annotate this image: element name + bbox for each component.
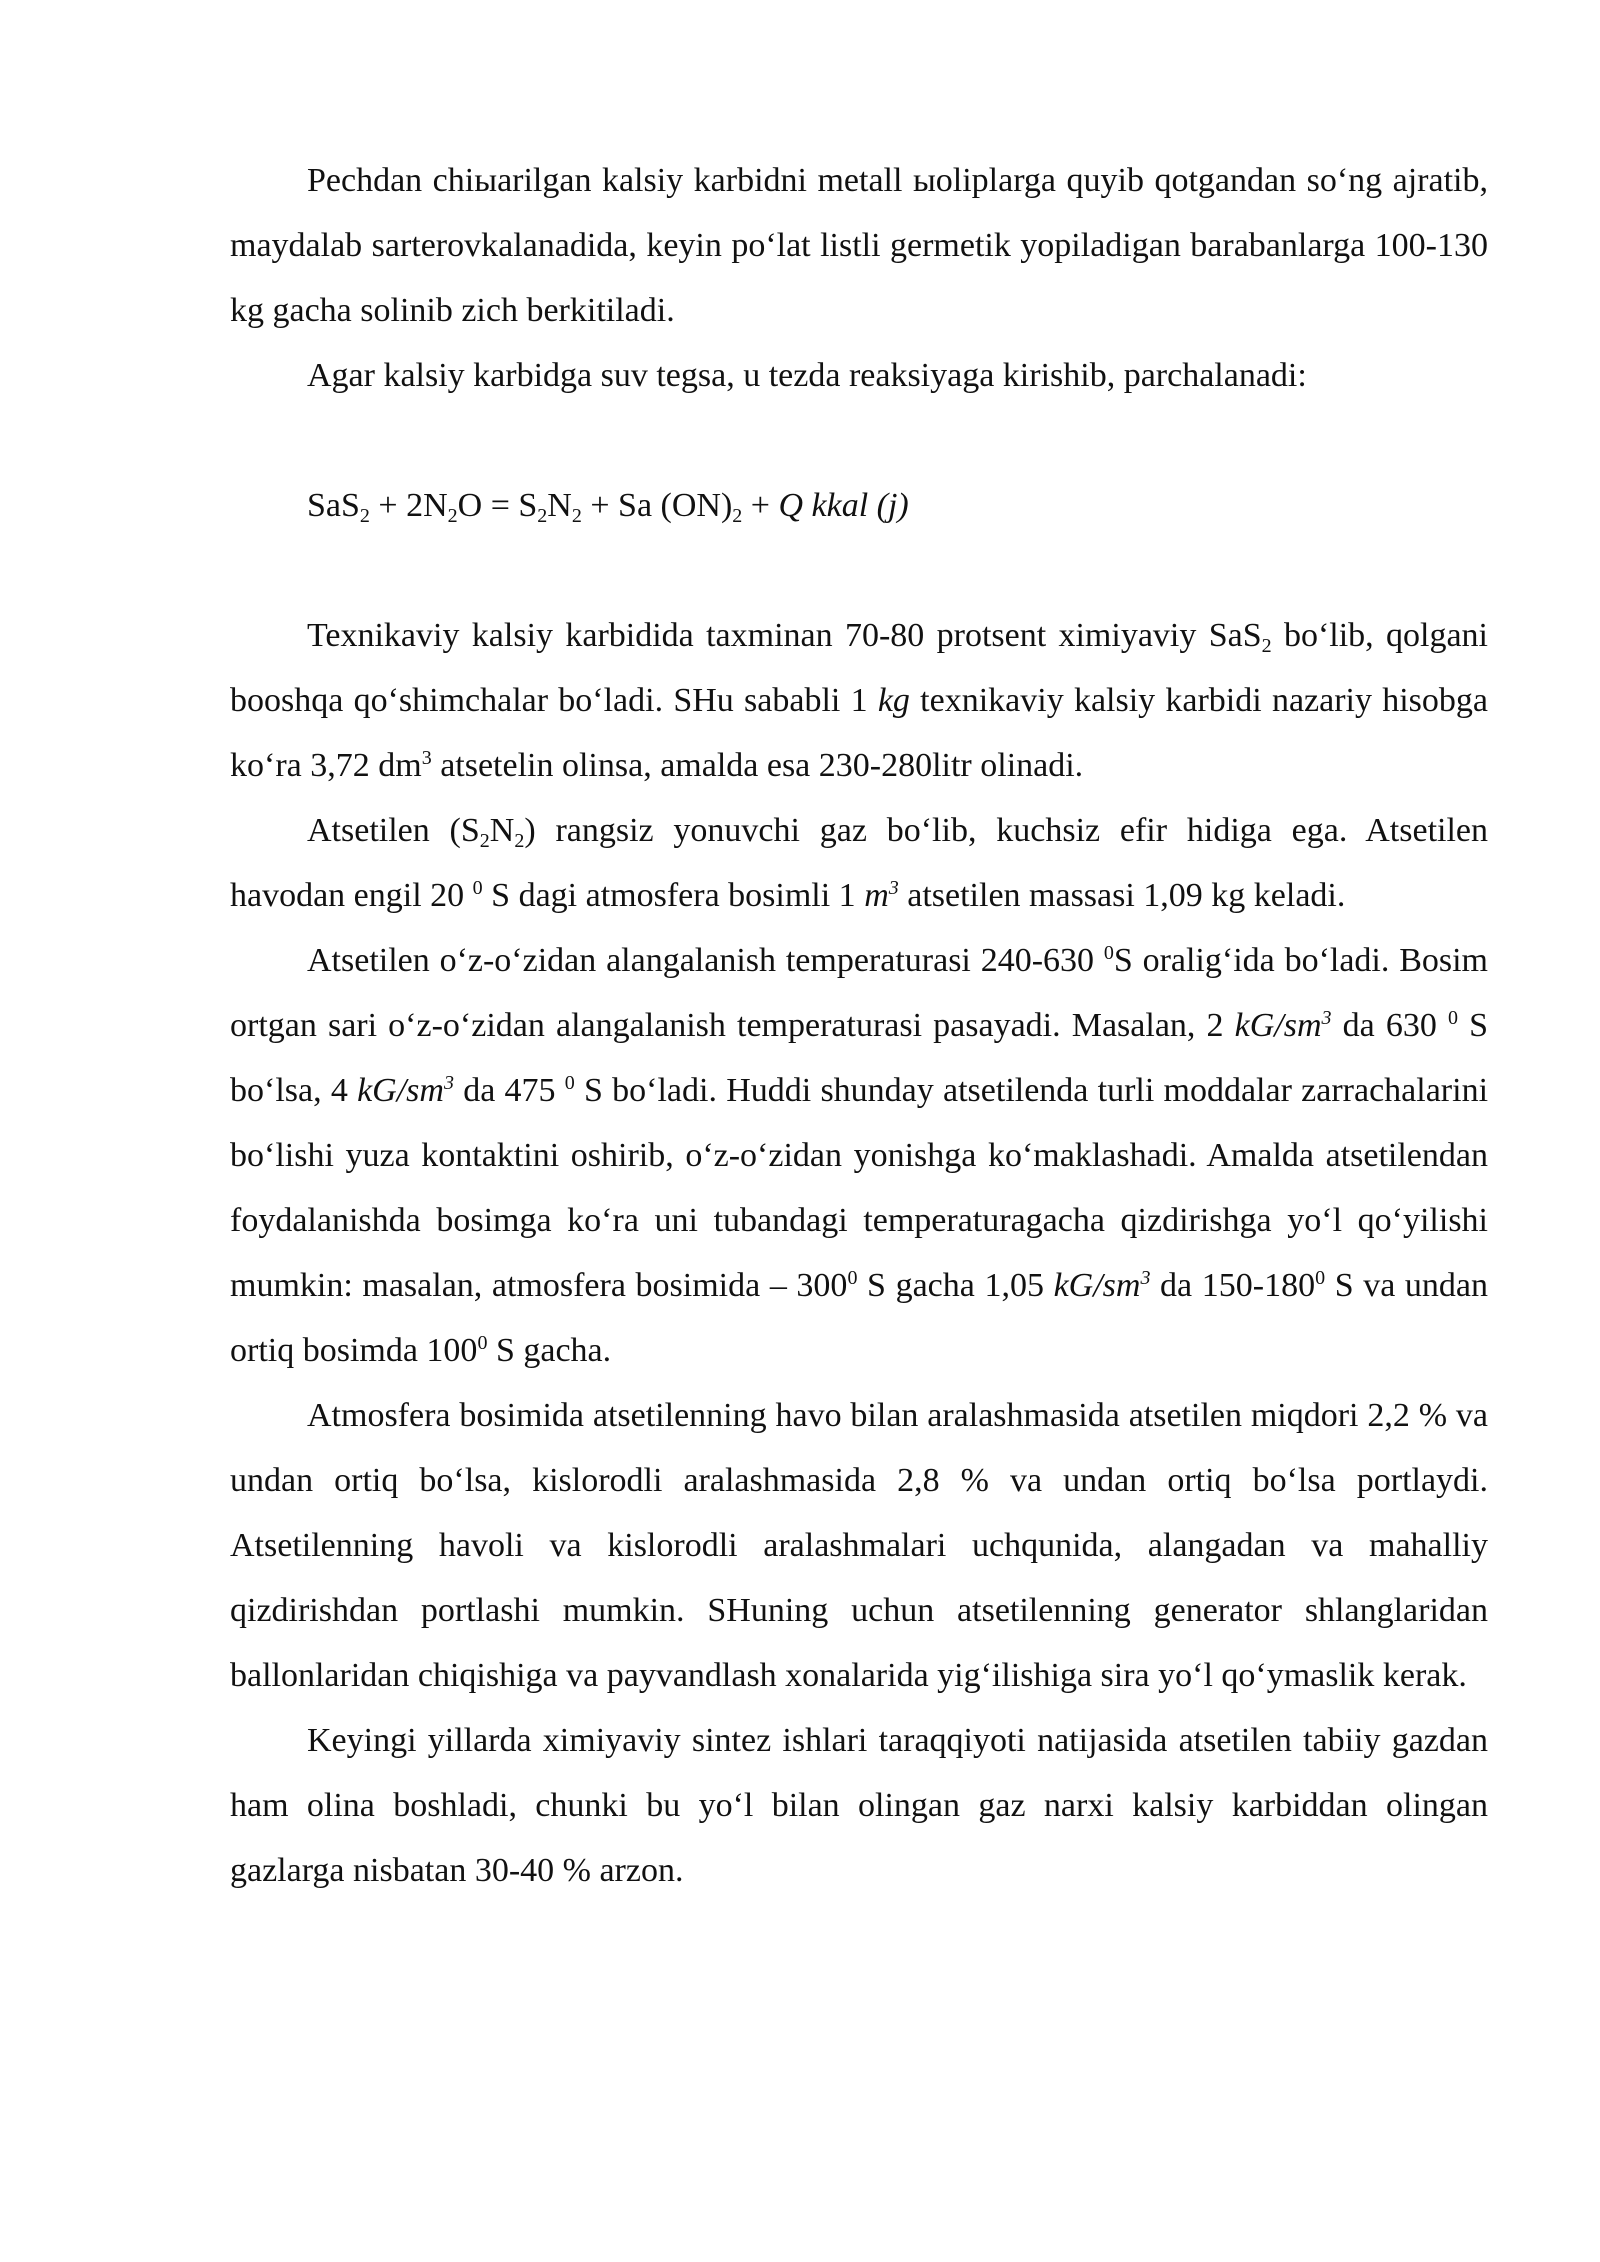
document-page <box>230 148 1488 1903</box>
eq-text: N <box>547 487 572 524</box>
eq-subscript: 2 <box>571 505 582 527</box>
text: da 475 <box>453 1072 565 1109</box>
subscript: 2 <box>479 830 490 852</box>
paragraph-1: Pechdan chiыarilgan kalsiy karbidni metall ыoliplarga quyib qotgandan so‘ng ajratib, maydalab sarterovkalanadida, keyin po‘lat listli germetik yopiladigan barabanlarga 100-130 kg gacha solinib zich berkitiladi. <box>230 162 1488 329</box>
eq-text: O = S <box>457 487 538 524</box>
text: S gacha. <box>487 1332 612 1369</box>
superscript: 0 <box>1103 942 1114 964</box>
italic-superscript: 3 <box>888 877 899 899</box>
text: Atsetilen (S <box>307 812 480 849</box>
eq-text: + Sa (ON) <box>581 487 733 524</box>
text: S bo‘lsa, 4 <box>230 1007 1488 1109</box>
eq-subscript: 2 <box>359 505 370 527</box>
superscript: 3 <box>421 747 432 769</box>
eq-text: + 2N <box>369 487 448 524</box>
italic-text: kG/sm <box>1053 1267 1141 1304</box>
paragraph-5 <box>230 928 1488 1383</box>
superscript: 0 <box>472 877 483 899</box>
text: atsetelin olinsa, amalda esa 230-280litr olinadi. <box>431 747 1084 784</box>
subscript: 2 <box>1261 635 1272 657</box>
italic-text: m <box>864 877 889 914</box>
text: da 630 <box>1331 1007 1448 1044</box>
superscript <box>889 877 899 899</box>
superscript <box>1140 1267 1150 1289</box>
paragraph-4 <box>230 798 1488 928</box>
text: ) rangsiz yonuvchi gaz bo‘lib, kuchsiz efir hidiga ega. Atsetilen havodan engil 20 <box>230 812 1488 914</box>
italic-text: kG/sm <box>1234 1007 1322 1044</box>
text: bo‘lib, qolgani booshqa qo‘shimchalar bo‘ladi. SHu sababli 1 <box>230 617 1489 719</box>
eq-italic-text: Q kkal (j) <box>778 487 909 524</box>
italic-text: kG/sm <box>357 1072 444 1109</box>
eq-text: + <box>742 487 779 524</box>
eq-subscript: 2 <box>537 505 548 527</box>
superscript: 0 <box>564 1072 575 1094</box>
paragraph-2: Agar kalsiy karbidga suv tegsa, u tezda reaksiyaga kirishib, parchalanadi: <box>307 357 1307 394</box>
text: atsetilen massasi 1,09 kg keladi. <box>898 877 1346 914</box>
text: S gacha 1,05 <box>857 1267 1054 1304</box>
text: S dagi atmosfera bosimli 1 <box>482 877 865 914</box>
text: Atsetilen o‘z-o‘zidan alangalanish temperaturasi 240-630 <box>307 942 1104 979</box>
subscript: 2 <box>514 830 525 852</box>
italic-superscript: 3 <box>443 1072 454 1094</box>
superscript: 0 <box>1315 1267 1326 1289</box>
superscript <box>444 1072 454 1094</box>
superscript: 0 <box>477 1332 488 1354</box>
superscript: 0 <box>1447 1007 1458 1029</box>
text: S oralig‘ida bo‘ladi. Bosim ortgan sari o‘z-o‘zidan alangalanish temperaturasi pasayadi. Masalan, 2 <box>230 942 1488 1044</box>
eq-subscript: 2 <box>732 505 743 527</box>
eq-subscript: 2 <box>447 505 458 527</box>
text: N <box>489 812 515 849</box>
text: texnikaviy kalsiy karbidi nazariy hisobga ko‘ra 3,72 dm <box>230 682 1488 784</box>
italic-text: kg <box>877 682 910 719</box>
superscript <box>1322 1007 1332 1029</box>
italic-superscript: 3 <box>1140 1267 1151 1289</box>
text: da 150-180 <box>1150 1267 1316 1304</box>
reaction-equation <box>230 473 1488 538</box>
eq-text: SaS <box>307 487 360 524</box>
text: S va undan ortiq bosimda 100 <box>230 1267 1489 1369</box>
paragraph-6: Atmosfera bosimida atsetilenning havo bilan aralashmasida atsetilen miqdori 2,2 % va undan ortiq bo‘lsa, kislorodli aralashmasida 2,8 % va undan ortiq bo‘lsa portlaydi. Atsetilenning havoli va kislorodli aralashmalari uchqunida, alangadan va mahalliy qizdirishdan portlashi mumkin. SHuning uchun atsetilenning generator shlanglaridan ballonlaridan chiqishiga va payvandlash xonalarida yig‘ilishiga sira yo‘l qo‘ymaslik kerak. <box>230 1397 1488 1694</box>
italic-superscript: 3 <box>1321 1007 1332 1029</box>
paragraph-7: Keyingi yillarda ximiyaviy sintez ishlari taraqqiyoti natijasida atsetilen tabiiy gazdan ham olina boshladi, chunki bu yo‘l bilan olingan gaz narxi kalsiy karbiddan olingan gazlarga nisbatan 30-40 % arzon. <box>230 1722 1488 1889</box>
superscript: 0 <box>847 1267 858 1289</box>
text: Texnikaviy kalsiy karbidida taxminan 70-80 protsent ximiyaviy SaS <box>307 617 1262 654</box>
paragraph-3 <box>230 603 1488 798</box>
text: S bo‘ladi. Huddi shunday atsetilenda turli moddalar zarrachalarini bo‘lishi yuza kontaktini oshirib, o‘z-o‘zidan yonishga ko‘maklashadi. Amalda atsetilendan foydalanishda bosimga ko‘ra uni tubandagi temperaturagacha qizdirishga yo‘l qo‘yilishi mumkin: masalan, atmosfera bosimida – 300 <box>230 1072 1489 1304</box>
